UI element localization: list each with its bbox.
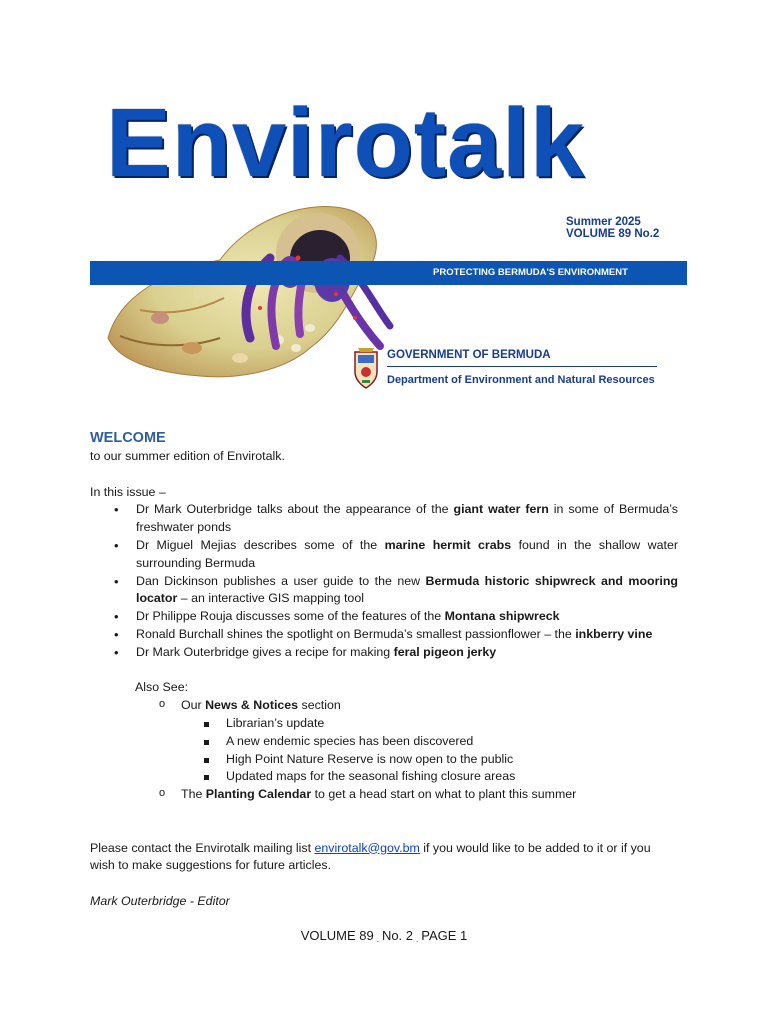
list-item: • Dan Dickinson publishes a user guide to the new Bermuda historic shipwreck and mooring locator – an interactive GIS mapping tool bbox=[90, 573, 678, 609]
tagline-stripe bbox=[90, 261, 687, 285]
list-item: Librarian’s update bbox=[90, 715, 678, 733]
page-footer: VOLUME 89 . No. 2 . PAGE 1 bbox=[300, 928, 468, 944]
issue-info bbox=[566, 216, 659, 240]
tagline-text: PROTECTING BERMUDA'S ENVIRONMENT bbox=[433, 267, 628, 278]
also-see-label: Also See: bbox=[135, 680, 189, 695]
editorial-content bbox=[90, 428, 678, 911]
list-item: o Our News & Notices section Librarian’s update A new endemic species has been discovered High Point Nature Reserve is now open to the public Updated maps for the seasonal fishing closure areas bbox=[90, 697, 678, 786]
list-item: A new endemic species has been discovered bbox=[90, 733, 678, 751]
article-list bbox=[90, 501, 678, 661]
email-link[interactable]: envirotalk@gov.bm bbox=[314, 840, 420, 855]
also-see-list bbox=[90, 697, 678, 804]
contact-paragraph: Please contact the Envirotalk mailing list envirotalk@gov.bm if you would like to be added to it or if you wish to make suggestions for future articles. bbox=[90, 840, 651, 873]
footer-number: No. 2 bbox=[381, 928, 414, 943]
welcome-intro: to our summer edition of Envirotalk. bbox=[90, 449, 285, 463]
list-item: • Dr Philippe Rouja discusses some of the features of the Montana shipwreck bbox=[90, 608, 678, 626]
list-item: • Ronald Burchall shines the spotlight on Bermuda’s smallest passionflower – the inkberry vine bbox=[90, 626, 678, 644]
newsletter-banner bbox=[90, 80, 687, 408]
list-item: • Dr Mark Outerbridge gives a recipe for making feral pigeon jerky bbox=[90, 644, 678, 662]
in-this-issue-label: In this issue – bbox=[90, 484, 166, 499]
department-name: Department of Environment and Natural Resources bbox=[387, 374, 655, 386]
list-item: o The Planting Calendar to get a head start on what to plant this summer bbox=[90, 786, 678, 804]
list-item: High Point Nature Reserve is now open to the public bbox=[90, 751, 678, 769]
footer-volume: VOLUME 89 bbox=[300, 928, 374, 943]
coat-of-arms-icon bbox=[352, 346, 380, 390]
government-block bbox=[352, 346, 682, 394]
news-notices-list bbox=[90, 715, 678, 786]
editor-signature: Mark Outerbridge - Editor bbox=[90, 893, 230, 908]
footer-page: PAGE 1 bbox=[421, 928, 468, 943]
issue-season: Summer 2025 bbox=[566, 216, 641, 228]
issue-volume: VOLUME 89 No.2 bbox=[566, 228, 660, 240]
list-item: Updated maps for the seasonal fishing closure areas bbox=[90, 768, 678, 786]
government-name: GOVERNMENT OF BERMUDA bbox=[387, 349, 551, 361]
masthead-title: Envirotalk bbox=[106, 88, 585, 197]
list-item: • Dr Mark Outerbridge talks about the appearance of the giant water fern in some of Bermuda’s freshwater ponds bbox=[90, 501, 678, 537]
welcome-heading: WELCOME bbox=[90, 430, 166, 446]
divider bbox=[387, 366, 657, 367]
list-item: • Dr Miguel Mejias describes some of the marine hermit crabs found in the shallow water surrounding Bermuda bbox=[90, 537, 678, 573]
